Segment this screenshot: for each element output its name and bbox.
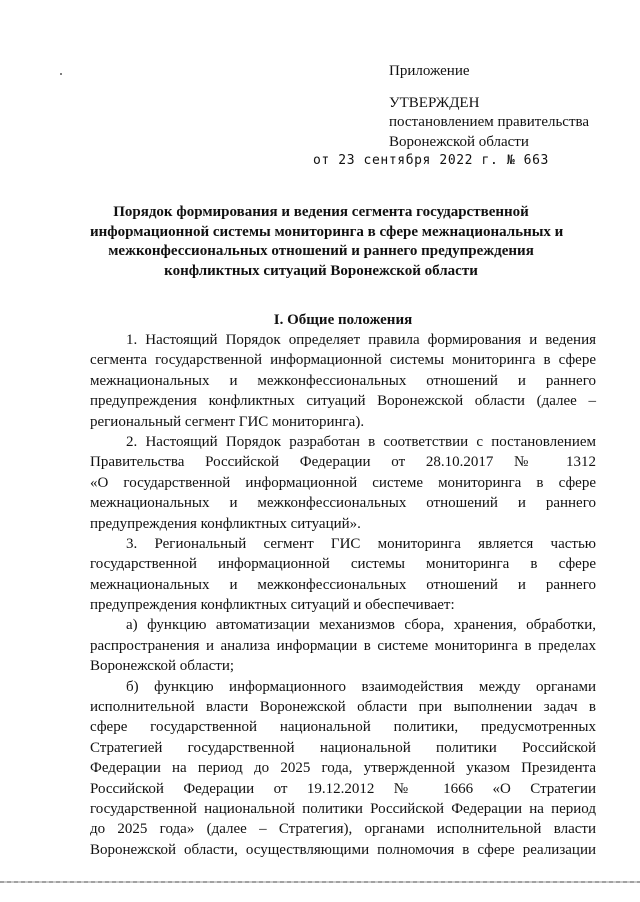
text-line: межнациональных и межконфессиональных отношений и раннего bbox=[90, 576, 596, 593]
text-line: Российской Федерации от 19.12.2012 № 1666 «О Стратегии bbox=[90, 780, 596, 797]
document-title bbox=[90, 203, 564, 282]
text-line: Воронежской области, осуществляющими полномочия в сфере реализации bbox=[90, 841, 596, 858]
decree-label: постановлением правительства bbox=[389, 114, 590, 130]
text-line: исполнительной власти Воронежской области при выполнении задач в bbox=[90, 699, 596, 716]
title-line: конфликтных ситуаций Воронежской области bbox=[164, 263, 478, 280]
text-line: 2. Настоящий Порядок разработан в соответствии с постановлением bbox=[126, 433, 596, 450]
text-line: Стратегией государственной национальной политики Российской bbox=[90, 739, 596, 756]
decree-date-number: от 23 сентября 2022 г. № 663 bbox=[313, 153, 549, 168]
text-line: 1. Настоящий Порядок определяет правила формирования и ведения bbox=[126, 332, 596, 348]
approved-label: УТВЕРЖДЕН bbox=[389, 94, 480, 111]
text-line: сегмента государственной информационной системы мониторинга в сфере bbox=[90, 352, 596, 369]
text-line: межнациональных и межконфессиональных отношений и раннего bbox=[90, 372, 596, 389]
section-heading: I. Общие положения bbox=[273, 312, 413, 328]
text-line: предупреждения конфликтных ситуаций Воронежской области (далее – bbox=[90, 393, 596, 410]
title-line: информационной системы мониторинга в сфере межнациональных и bbox=[90, 223, 564, 240]
title-line: межконфессиональных отношений и раннего предупреждения bbox=[108, 243, 534, 260]
text-line: а) функцию автоматизации механизмов сбора, хранения, обработки, bbox=[126, 617, 596, 634]
scan-speck bbox=[60, 73, 62, 75]
appendix-label: Приложение bbox=[389, 63, 470, 79]
text-line: Федерации на период до 2025 года, утвержденной указом Президента bbox=[90, 760, 596, 777]
text-line: межнациональных и межконфессиональных отношений и раннего bbox=[90, 495, 596, 512]
text-line: государственной информационной системы мониторинга в сфере bbox=[90, 556, 596, 573]
text-line: распространения и анализа информации в системе мониторинга в пределах bbox=[90, 637, 596, 654]
region-label: Воронежской области bbox=[389, 133, 529, 150]
text-line: Правительства Российской Федерации от 28.10.2017 № 1312 bbox=[90, 454, 596, 471]
text-line: «О государственной информационной системе мониторинга в сфере bbox=[90, 474, 596, 491]
text-line: б) функцию информационного взаимодействия между органами bbox=[126, 678, 596, 695]
text-line: сфере государственной национальной политики, предусмотренных bbox=[90, 719, 596, 736]
text-line: предупреждения конфликтных ситуаций». bbox=[90, 515, 361, 532]
scan-edge-line bbox=[0, 881, 640, 883]
text-line: предупреждения конфликтных ситуаций и обеспечивает: bbox=[90, 597, 455, 614]
title-line: Порядок формирования и ведения сегмента государственной bbox=[113, 204, 529, 220]
approval-header bbox=[389, 62, 589, 152]
body-text bbox=[90, 330, 596, 860]
text-line: до 2025 года» (далее – Стратегия), органами исполнительной власти bbox=[90, 821, 596, 838]
text-line: Воронежской области; bbox=[90, 658, 235, 675]
text-line: 3. Региональный сегмент ГИС мониторинга является частью bbox=[126, 535, 596, 552]
text-line: региональный сегмент ГИС мониторинга). bbox=[90, 413, 365, 430]
text-line: государственной национальной политики Российской Федерации на период bbox=[90, 800, 596, 817]
